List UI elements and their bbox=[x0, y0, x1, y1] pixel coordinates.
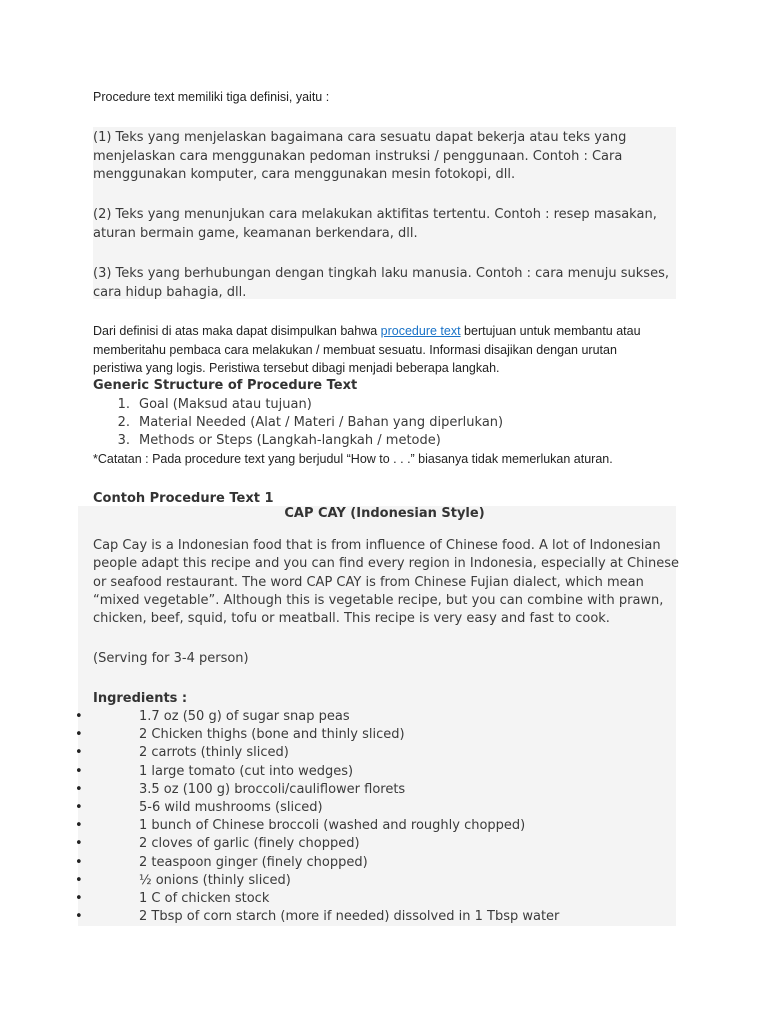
definition-1 bbox=[93, 129, 626, 185]
ingredient-text: 1 C of chicken stock bbox=[139, 891, 270, 906]
ingredient-text: 5-6 wild mushrooms (sliced) bbox=[139, 800, 323, 815]
bullet-icon: • bbox=[75, 872, 83, 888]
definition-3-line: (3) Teks yang berhubungan dengan tingkah laku manusia. Contoh : cara menuju sukses, bbox=[93, 266, 669, 281]
conclusion-text: Dari definisi di atas maka dapat disimpulkan bahwa bbox=[93, 324, 381, 338]
structure-item-number: 3. bbox=[117, 433, 130, 448]
definition-1-line: menggunakan komputer, cara menggunakan mesin fotokopi, dll. bbox=[93, 167, 516, 182]
definition-3 bbox=[93, 265, 669, 302]
bullet-icon: • bbox=[75, 781, 83, 797]
conclusion-text: bertujuan untuk membantu atau bbox=[460, 324, 641, 338]
ingredients-heading: Ingredients : bbox=[93, 691, 188, 706]
recipe-description bbox=[93, 537, 679, 628]
definition-2-line: aturan bermain game, keamanan berkendara, dll. bbox=[93, 225, 418, 241]
intro-text: Procedure text memiliki tiga definisi, yaitu : bbox=[93, 90, 330, 104]
bullet-icon: • bbox=[75, 818, 83, 834]
structure-item-number: 1. bbox=[117, 397, 130, 412]
ingredient-text: ½ onions (thinly sliced) bbox=[139, 872, 291, 888]
recipe-description-line: chicken, beef, squid, tofu or meatball. This recipe is very easy and fast to cook. bbox=[93, 611, 610, 627]
bullet-icon: • bbox=[75, 854, 83, 870]
structure-heading: Generic Structure of Procedure Text bbox=[93, 378, 358, 393]
ingredient-text: 2 cloves of garlic (finely chopped) bbox=[139, 836, 360, 852]
ingredient-text: 2 teaspoon ginger (finely chopped) bbox=[139, 854, 368, 870]
ingredient-text: 1 bunch of Chinese broccoli (washed and roughly chopped) bbox=[139, 818, 526, 834]
bullet-icon: • bbox=[75, 727, 83, 743]
recipe-title: CAP CAY (Indonesian Style) bbox=[284, 506, 485, 521]
conclusion-line: peristiwa yang logis. Peristiwa tersebut dibagi menjadi beberapa langkah. bbox=[93, 361, 500, 375]
definition-1-line: menjelaskan cara menggunakan pedoman instruksi / penggunaan. Contoh : Cara bbox=[93, 148, 623, 164]
ingredient-text: 2 carrots (thinly sliced) bbox=[139, 745, 289, 761]
structure-item-text: Goal (Maksud atau tujuan) bbox=[139, 397, 312, 412]
example-heading: Contoh Procedure Text 1 bbox=[93, 491, 274, 506]
ingredient-text: 2 Chicken thighs (bone and thinly sliced) bbox=[139, 727, 405, 743]
conclusion-paragraph bbox=[93, 322, 641, 378]
ingredient-text: 3.5 oz (100 g) broccoli/cauliflower florets bbox=[139, 781, 406, 797]
recipe-description-line: people adapt this recipe and you can find every region in Indonesia, especially at Chinese bbox=[93, 556, 679, 572]
structure-item-text: Methods or Steps (Langkah-langkah / metode) bbox=[139, 433, 441, 448]
conclusion-line: memberitahu pembaca cara melakukan / membuat sesuatu. Informasi disajikan dengan urutan bbox=[93, 342, 617, 357]
serving-text: (Serving for 3-4 person) bbox=[93, 651, 249, 666]
bullet-icon: • bbox=[75, 709, 83, 724]
ingredient-text: 1.7 oz (50 g) of sugar snap peas bbox=[139, 709, 350, 724]
definition-3-line: cara hidup bahagia, dll. bbox=[93, 284, 247, 300]
ingredient-text: 2 Tbsp of corn starch (more if needed) dissolved in 1 Tbsp water bbox=[139, 909, 560, 925]
bullet-icon: • bbox=[75, 909, 83, 925]
recipe-description-line: “mixed vegetable”. Although this is vegetable recipe, but you can combine with prawn, bbox=[93, 592, 664, 608]
structure-item-text: Material Needed (Alat / Materi / Bahan yang diperlukan) bbox=[139, 415, 504, 430]
note-text: *Catatan : Pada procedure text yang berjudul “How to . . .” biasanya tidak memerlukan aturan. bbox=[93, 452, 613, 466]
procedure-text-link[interactable]: procedure text bbox=[380, 324, 461, 338]
definition-2 bbox=[93, 206, 657, 243]
ingredient-text: 1 large tomato (cut into wedges) bbox=[139, 763, 354, 779]
conclusion-line bbox=[93, 322, 641, 341]
definition-2-line: (2) Teks yang menunjukan cara melakukan aktifitas tertentu. Contoh : resep masakan, bbox=[93, 207, 657, 222]
bullet-icon: • bbox=[75, 745, 83, 761]
bullet-icon: • bbox=[75, 891, 83, 906]
recipe-description-line: or seafood restaurant. The word CAP CAY is from Chinese Fujian dialect, which mean bbox=[93, 574, 644, 590]
bullet-icon: • bbox=[75, 763, 83, 779]
recipe-description-line: Cap Cay is a Indonesian food that is from influence of Chinese food. A lot of Indonesian bbox=[93, 538, 661, 553]
structure-item-number: 2. bbox=[117, 415, 130, 430]
bullet-icon: • bbox=[75, 800, 83, 815]
definition-1-line: (1) Teks yang menjelaskan bagaimana cara sesuatu dapat bekerja atau teks yang bbox=[93, 130, 627, 145]
bullet-icon: • bbox=[75, 836, 83, 852]
